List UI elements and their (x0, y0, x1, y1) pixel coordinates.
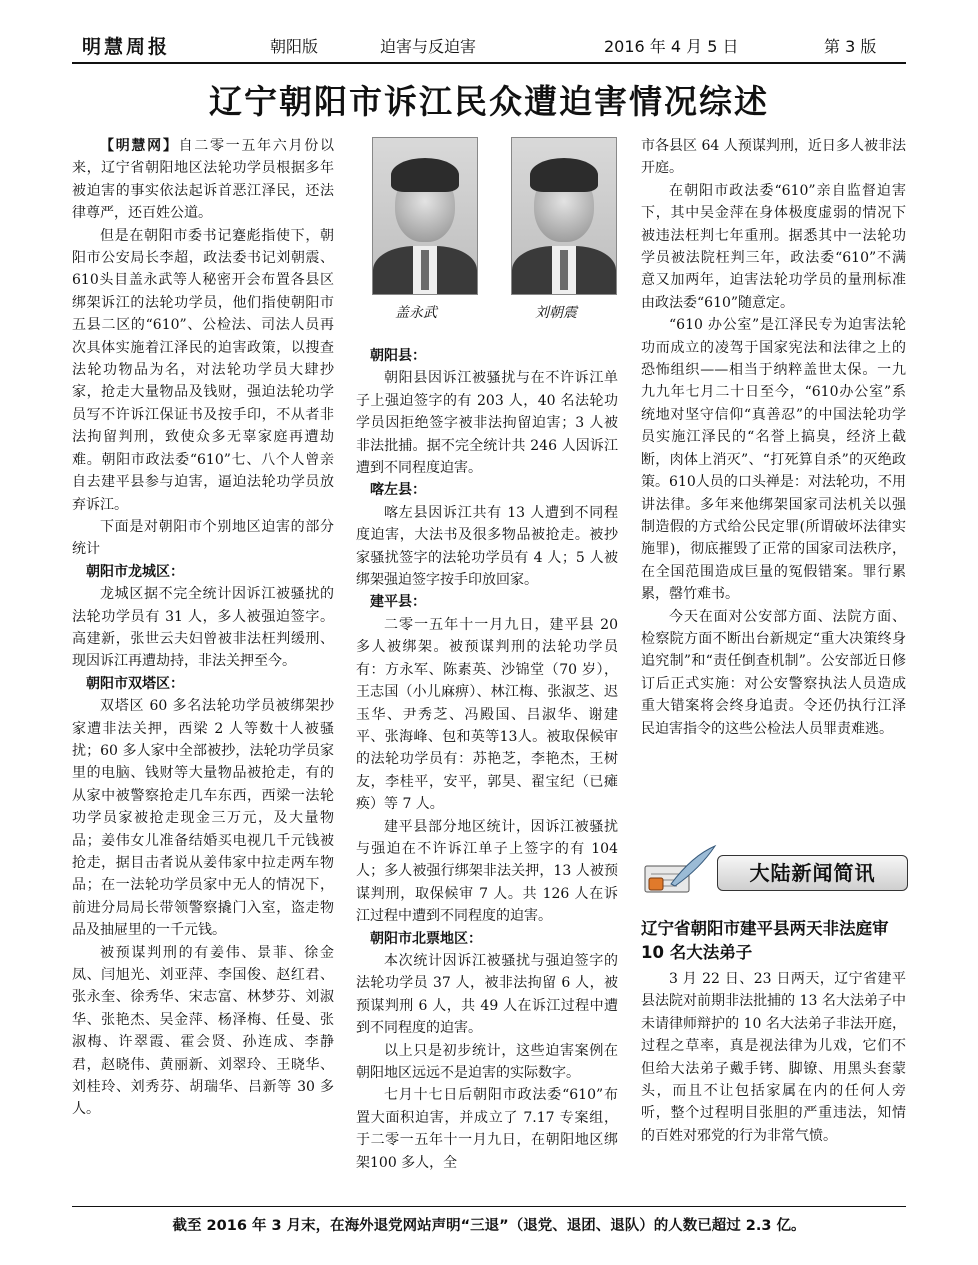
section-label: 迫害与反迫害 (380, 37, 477, 56)
edition-label: 朝阳版 (270, 37, 319, 56)
paragraph: 本次统计因诉江被骚扰与强迫签字的法轮功学员 37 人，被非法拘留 6 人，被预谋判刑 6 人，共 49 人在诉江过程中遭到不同程度的迫害。 (356, 952, 618, 1037)
photo-caption-2: 刘朝震 (535, 305, 577, 321)
article-column-2 (356, 345, 618, 1174)
footer-rule (72, 1206, 906, 1207)
paragraph: 市各县区 64 人预谋判刑，近日多人被非法开庭。 (641, 138, 906, 177)
news-headline: 辽宁省朝阳市建平县两天非法庭审 10 名大法弟子 (641, 919, 889, 962)
paragraph: 七月十七日后朝阳市政法委“610”布置大面积迫害，并成立了 7.17 专案组，于二零一五年十一月九日，在朝阳地区绑架100 多人，全 (356, 1087, 618, 1171)
paragraph: 建平县部分地区统计，因诉江被骚扰与强迫在不许诉江单子上签字的有 104 人；多人被强行绑架非法关押，13 人被预谋判刑，取保候审 7 人。共 126 人在诉江过程中遭到不同程度的迫害。 (356, 818, 618, 925)
paragraph: 今天在面对公安部方面、法院方面、检察院方面不断出台新规定“重大决策终身追究制”和“责任倒查机制”。公安部近日修订后正式实施：对公安警察执法人员造成重大错案将会终身追责。令还仍执行江泽民迫害指令的这些公检法人员罪责难逃。 (641, 608, 906, 737)
paragraph: 二零一五年十一月九日，建平县 20 多人被绑架。被预谋判刑的法轮功学员有：方永军、陈素英、沙锦堂（70 岁），王志国（小儿麻痹）、林江梅、张淑芝、迟玉华、尹秀芝、冯殿国、吕淑华、谢建平、张海峰、包和英等13人。被取保候审的法轮功学员有：苏艳芝，李艳杰，王树友，李桂平，安平，郭昊、翟宝纪（已瘫痪）等 7 人。 (356, 616, 618, 813)
article-column-1 (72, 135, 334, 1121)
subheading-shuangta: 朝阳市双塔区： (86, 675, 184, 692)
portrait-photo-2 (511, 137, 617, 295)
photo-caption-1: 盖永武 (395, 305, 437, 321)
publication-name: 明慧周报 (82, 36, 171, 58)
paragraph: 3 月 22 日、23 日两天，辽宁省建平县法院对前期非法批捕的 13 名大法弟子中未请律师辩护的 10 名大法弟子非法开庭，过程之草率，真是视法律为儿戏，它们不但给大法弟子戴手铐、脚镣、用黑头套蒙头，而且不让包括家属在内的任何人旁听，整个过程明目张胆的严重违法，知情的百姓对邪党的行为非常气愤。 (641, 971, 906, 1144)
paragraph: 下面是对朝阳市个别地区迫害的部分统计 (72, 518, 334, 558)
paragraph: 但是在朝阳市委书记蹇彪指使下，朝阳市公安局长李超，政法委书记刘朝震、610头目盖永武等人秘密开会布置各县区绑架诉江的法轮功学员，他们指使朝阳市五县二区的“610”、公检法、司法人员再次具体实施着江泽民的迫害政策，以搜查法轮功物品为名，对法轮功学员大肆抄家，抢走大量物品及钱财，强迫法轮功学员写不许诉江保证书及按手印，不从者非法拘留判刑，致使众多无辜家庭再遭劫难。朝阳市政法委“610”七、八个人曾亲自去建平县参与迫害，逼迫法轮功学员放弃诉江。 (72, 227, 334, 513)
paragraph: 被预谋判刑的有姜伟、景菲、徐金凤、闫旭光、刘亚萍、李国俊、赵红君、张永奎、徐秀华、宋志富、林梦芬、刘淑华、张艳杰、吴金萍、杨泽梅、任曼、张淑梅、许翠霞、霍会贤、孙连成、李静君，赵晓伟、黄丽新、刘翠玲、王晓华、刘桂玲、刘秀芬、胡瑞华、吕新等 30 多人。 (72, 944, 334, 1118)
paragraph: 以上只是初步统计，这些迫害案例在朝阳地区远远不是迫害的实际数字。 (356, 1042, 618, 1081)
paragraph: “610 办公室”是江泽民专为迫害法轮功而成立的凌驾于国家宪法和法律之上的恐怖组织——相当于纳粹盖世太保。一九九九年七月二十日至今，“610办公室”系统地对坚守信仰“真善忍”的中国法轮功学员实施江泽民的“名誉上搞臭，经济上截断，肉体上消灭”、“打死算自杀”的灭绝政策。610人员的口头禅是：对法轮功，不用讲法律。多年来他绑架国家司法机关以强制造假的方式给公民定罪(所谓破坏法律实施罪)，彻底摧毁了正常的国家司法秩序，在全国范围造成巨量的冤假错案。罪行累累，罄竹难书。 (641, 317, 906, 603)
paragraph: 龙城区据不完全统计因诉江被骚扰的法轮功学员有 31 人，多人被强迫签字。高建新，张世云夫妇曾被非法枉判缓刑、现因诉江再遭劫持，非法关押至今。 (72, 586, 334, 670)
subheading-beipiao: 朝阳市北票地区： (370, 930, 482, 947)
article-intro: 【明慧网】自二零一五年六月份以来，辽宁省朝阳地区法轮功学员根据多年被迫害的事实依法起诉首恶江泽民，还法律尊严，还百姓公道。 (72, 138, 335, 222)
subheading-chaoyang-county: 朝阳县： (370, 348, 426, 364)
paragraph: 喀左县因诉江共有 13 人遭到不同程度迫害，大法书及很多物品被抢走。被抄家骚扰签字的法轮功学员有 4 人；5 人被绑架强迫签字按手印放回家。 (356, 504, 618, 589)
news-banner (641, 844, 906, 896)
article-column-3 (641, 135, 906, 740)
paragraph: 双塔区 60 多名法轮功学员被绑架抄家遭非法关押，西梁 2 人等数十人被骚扰；60 多人家中全部被抄，法轮功学员家里的电脑、钱财等大量物品被抢走，有的从家中被警察抢走几车东西，西梁一法轮功学员家被抢走现金三万元，及大量物品；姜伟女儿准备结婚买电视几千元钱被抢走，据目击者说从姜伟家中拉走两车物品；在一法轮功学员家中无人的情况下，前进分局局长带领警察撬门入室，盗走物品及抽屉里的一千元钱。 (72, 698, 334, 939)
news-body (641, 968, 906, 1147)
paragraph: 朝阳县因诉江被骚扰与在不许诉江单子上强迫签字的有 203 人，40 名法轮功学员因拒绝签字被非法拘留迫害；3 人被非法批捕。据不完全统计共 246 人因诉江遭到不同程度迫害。 (356, 370, 618, 477)
source-tag: 【明慧网】 (100, 138, 179, 154)
article-title: 辽宁朝阳市诉江民众遭迫害情况综述 (209, 82, 769, 121)
issue-date: 2016 年 4 月 5 日 (604, 37, 739, 56)
subheading-jianping: 建平县： (370, 594, 426, 611)
quill-paper-icon (641, 844, 719, 896)
paragraph: 在朝阳市政法委“610”亲自监督迫害下，其中吴金萍在身体极度虚弱的情况下被违法枉判七年重刑。据悉其中一法轮功学员被法院枉判三年，政法委“610”不满意又加两年，迫害法轮功学员的量刑标准由政法委“610”随意定。 (641, 182, 906, 311)
header-rule (72, 62, 906, 64)
subheading-longcheng: 朝阳市龙城区： (86, 563, 184, 580)
portrait-photo-1 (372, 137, 478, 295)
news-banner-label: 大陆新闻简讯 (717, 855, 908, 891)
page-number: 第 3 版 (824, 37, 877, 56)
page-header (72, 30, 906, 60)
subheading-kazuo: 喀左县： (370, 482, 426, 499)
footer-notice: 截至 2016 年 3 月末，在海外退党网站声明“三退”（退党、退团、退队）的人数已超过 2.3 亿。 (172, 1218, 806, 1234)
